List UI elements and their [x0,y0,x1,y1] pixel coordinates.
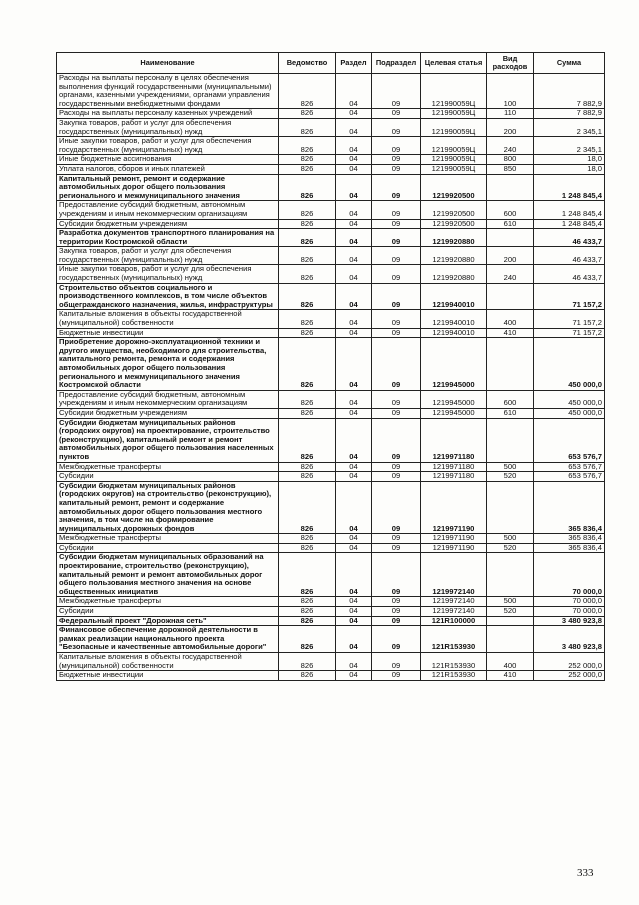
cell-section: 04 [336,283,372,310]
cell-name: Субсидии бюджетам муниципальных районов (городских округов) на проектирование, строительство (реконструкцию), капитальный ремонт и ремонт автомобильных дорог общего пользования населенных пунктов [57,418,279,462]
cell-name: Субсидии бюджетам муниципальных районов (городских округов) на строительство (реконструкцию), капитальный ремонт, ремонт и содержание автомобильных дорог общего пользования местного значения, в том числе на формирование муниципальных дорожных фондов [57,481,279,534]
cell-department: 826 [279,653,336,671]
cell-target-item: 121990059Ц [421,74,487,109]
cell-target-item: 121R153930 [421,671,487,681]
cell-subsection: 09 [372,462,421,472]
cell-department: 826 [279,408,336,418]
header-department: Ведомство [279,53,336,74]
cell-section: 04 [336,607,372,617]
cell-section: 04 [336,418,372,462]
cell-amount: 365 836,4 [534,543,605,553]
cell-department: 826 [279,553,336,597]
cell-expense-type: 110 [487,109,534,119]
header-expense-type: Вид расходов [487,53,534,74]
cell-section: 04 [336,164,372,174]
cell-name: Субсидии [57,543,279,553]
cell-name: Иные бюджетные ассигнования [57,155,279,165]
cell-expense-type: 400 [487,310,534,328]
table-row [57,137,605,155]
cell-amount: 2 345,1 [534,118,605,136]
cell-subsection: 09 [372,310,421,328]
cell-expense-type: 610 [487,408,534,418]
cell-expense-type: 520 [487,607,534,617]
cell-expense-type: 520 [487,543,534,553]
cell-expense-type: 100 [487,74,534,109]
cell-target-item: 1219972140 [421,553,487,597]
cell-amount: 450 000,0 [534,390,605,408]
table-row [57,607,605,617]
cell-amount: 653 576,7 [534,462,605,472]
cell-expense-type [487,553,534,597]
cell-department: 826 [279,219,336,229]
cell-department: 826 [279,310,336,328]
cell-name: Предоставление субсидий бюджетным, автономным учреждениям и иным некоммерческим организациям [57,390,279,408]
cell-amount: 450 000,0 [534,408,605,418]
cell-section: 04 [336,155,372,165]
cell-subsection: 09 [372,338,421,391]
cell-expense-type: 410 [487,328,534,338]
cell-section: 04 [336,390,372,408]
cell-target-item: 121R153930 [421,653,487,671]
cell-amount: 3 480 923,8 [534,626,605,653]
cell-name: Капитальные вложения в объекты государственной (муниципальной) собственности [57,310,279,328]
table-row [57,390,605,408]
cell-expense-type [487,481,534,534]
cell-amount: 365 836,4 [534,481,605,534]
cell-expense-type: 240 [487,137,534,155]
cell-name: Иные закупки товаров, работ и услуг для обеспечения государственных (муниципальных) нужд [57,137,279,155]
cell-section: 04 [336,338,372,391]
cell-subsection: 09 [372,534,421,544]
cell-amount: 70 000,0 [534,553,605,597]
cell-department: 826 [279,265,336,283]
cell-target-item: 1219972140 [421,597,487,607]
header-section: Раздел [336,53,372,74]
table-row [57,653,605,671]
cell-expense-type [487,283,534,310]
cell-target-item: 1219945000 [421,408,487,418]
cell-amount: 365 836,4 [534,534,605,544]
cell-section: 04 [336,118,372,136]
cell-name: Федеральный проект "Дорожная сеть" [57,616,279,626]
cell-expense-type [487,338,534,391]
cell-expense-type: 520 [487,472,534,482]
cell-name: Иные закупки товаров, работ и услуг для обеспечения государственных (муниципальных) нужд [57,265,279,283]
cell-target-item: 121R153930 [421,626,487,653]
header-subsection: Подраздел [372,53,421,74]
header-name: Наименование [57,53,279,74]
cell-subsection: 09 [372,390,421,408]
cell-name: Уплата налогов, сборов и иных платежей [57,164,279,174]
cell-target-item: 1219971180 [421,462,487,472]
cell-expense-type: 240 [487,265,534,283]
cell-name: Бюджетные инвестиции [57,328,279,338]
cell-subsection: 09 [372,118,421,136]
cell-amount: 7 882,9 [534,74,605,109]
cell-amount: 18,0 [534,155,605,165]
cell-subsection: 09 [372,653,421,671]
cell-department: 826 [279,328,336,338]
cell-subsection: 09 [372,553,421,597]
cell-subsection: 09 [372,74,421,109]
cell-section: 04 [336,137,372,155]
table-row [57,310,605,328]
cell-section: 04 [336,229,372,247]
cell-section: 04 [336,328,372,338]
cell-department: 826 [279,597,336,607]
cell-department: 826 [279,472,336,482]
cell-expense-type [487,626,534,653]
cell-department: 826 [279,481,336,534]
cell-subsection: 09 [372,219,421,229]
cell-expense-type [487,229,534,247]
cell-department: 826 [279,283,336,310]
cell-target-item: 1219940010 [421,310,487,328]
cell-amount: 46 433,7 [534,229,605,247]
cell-department: 826 [279,462,336,472]
cell-subsection: 09 [372,229,421,247]
cell-amount: 1 248 845,4 [534,219,605,229]
cell-target-item: 1219920880 [421,247,487,265]
budget-table [56,52,605,681]
cell-target-item: 1219972140 [421,607,487,617]
cell-target-item: 1219920500 [421,201,487,219]
cell-department: 826 [279,164,336,174]
cell-subsection: 09 [372,137,421,155]
cell-amount: 70 000,0 [534,607,605,617]
cell-section: 04 [336,310,372,328]
cell-section: 04 [336,247,372,265]
table-row [57,534,605,544]
cell-target-item: 121990059Ц [421,155,487,165]
cell-department: 826 [279,390,336,408]
cell-subsection: 09 [372,597,421,607]
cell-department: 826 [279,626,336,653]
cell-subsection: 09 [372,481,421,534]
cell-expense-type: 200 [487,247,534,265]
cell-name: Субсидии бюджетам муниципальных образований на проектирование, строительство (реконструкцию), капитальный ремонт и ремонт автомобильных дорог общего пользования местного значения на основе общественных инициатив [57,553,279,597]
cell-name: Субсидии бюджетным учреждениям [57,219,279,229]
cell-department: 826 [279,74,336,109]
cell-target-item: 1219920880 [421,265,487,283]
cell-subsection: 09 [372,671,421,681]
cell-section: 04 [336,408,372,418]
cell-department: 826 [279,201,336,219]
cell-section: 04 [336,219,372,229]
table-row [57,174,605,201]
cell-department: 826 [279,607,336,617]
table-row [57,164,605,174]
cell-target-item: 1219920500 [421,174,487,201]
cell-amount: 252 000,0 [534,671,605,681]
cell-amount: 71 157,2 [534,283,605,310]
table-header-row [57,53,605,74]
cell-section: 04 [336,481,372,534]
cell-section: 04 [336,472,372,482]
cell-expense-type: 500 [487,462,534,472]
cell-expense-type: 610 [487,219,534,229]
cell-target-item: 1219971190 [421,534,487,544]
cell-target-item: 121990059Ц [421,137,487,155]
table-row [57,201,605,219]
table-row [57,155,605,165]
cell-subsection: 09 [372,328,421,338]
cell-name: Межбюджетные трансферты [57,462,279,472]
cell-section: 04 [336,653,372,671]
cell-amount: 70 000,0 [534,597,605,607]
table-row [57,408,605,418]
cell-amount: 450 000,0 [534,338,605,391]
cell-amount: 71 157,2 [534,328,605,338]
cell-subsection: 09 [372,201,421,219]
cell-target-item: 121990059Ц [421,164,487,174]
cell-section: 04 [336,201,372,219]
table-row [57,118,605,136]
table-row [57,553,605,597]
cell-expense-type [487,174,534,201]
cell-subsection: 09 [372,418,421,462]
cell-name: Закупка товаров, работ и услуг для обеспечения государственных (муниципальных) нужд [57,247,279,265]
table-row [57,462,605,472]
cell-target-item: 1219940010 [421,283,487,310]
cell-department: 826 [279,174,336,201]
cell-target-item: 1219920500 [421,219,487,229]
cell-amount: 653 576,7 [534,472,605,482]
cell-name: Расходы на выплаты персоналу казенных учреждений [57,109,279,119]
cell-amount: 18,0 [534,164,605,174]
cell-amount: 7 882,9 [534,109,605,119]
table-row [57,418,605,462]
cell-subsection: 09 [372,543,421,553]
cell-name: Межбюджетные трансферты [57,534,279,544]
cell-target-item: 121990059Ц [421,109,487,119]
page-number: 333 [577,867,594,879]
cell-section: 04 [336,265,372,283]
table-row [57,671,605,681]
cell-department: 826 [279,338,336,391]
table-row [57,247,605,265]
cell-subsection: 09 [372,109,421,119]
table-row [57,265,605,283]
cell-expense-type: 600 [487,201,534,219]
cell-name: Предоставление субсидий бюджетным, автономным учреждениям и иным некоммерческим организациям [57,201,279,219]
cell-target-item: 121990059Ц [421,118,487,136]
cell-name: Субсидии [57,472,279,482]
cell-target-item: 1219971190 [421,481,487,534]
cell-expense-type: 600 [487,390,534,408]
cell-subsection: 09 [372,164,421,174]
cell-amount: 71 157,2 [534,310,605,328]
cell-target-item: 1219945000 [421,338,487,391]
cell-amount: 252 000,0 [534,653,605,671]
cell-target-item: 1219945000 [421,390,487,408]
cell-department: 826 [279,229,336,247]
cell-section: 04 [336,109,372,119]
table-row [57,626,605,653]
cell-name: Финансовое обеспечение дорожной деятельности в рамках реализации национального проекта "Безопасные и качественные автомобильные дороги" [57,626,279,653]
table-body [57,74,605,681]
cell-target-item: 1219920880 [421,229,487,247]
cell-expense-type: 200 [487,118,534,136]
cell-subsection: 09 [372,283,421,310]
cell-department: 826 [279,543,336,553]
cell-expense-type: 850 [487,164,534,174]
cell-department: 826 [279,109,336,119]
cell-expense-type: 500 [487,597,534,607]
cell-section: 04 [336,616,372,626]
cell-department: 826 [279,247,336,265]
cell-subsection: 09 [372,472,421,482]
table-row [57,229,605,247]
cell-name: Межбюджетные трансферты [57,597,279,607]
cell-section: 04 [336,534,372,544]
cell-department: 826 [279,155,336,165]
header-target-item: Целевая статья [421,53,487,74]
cell-target-item: 121R100000 [421,616,487,626]
cell-amount: 1 248 845,4 [534,201,605,219]
cell-amount: 2 345,1 [534,137,605,155]
cell-department: 826 [279,671,336,681]
cell-expense-type: 400 [487,653,534,671]
cell-section: 04 [336,462,372,472]
cell-name: Бюджетные инвестиции [57,671,279,681]
cell-name: Приобретение дорожно-эксплуатационной техники и другого имущества, необходимого для строительства, капитального ремонта, ремонта и содержания автомобильных дорог общего пользования регионального и межмуниципального значения Костромской области [57,338,279,391]
cell-amount: 46 433,7 [534,247,605,265]
cell-name: Строительство объектов социального и производственного комплексов, в том числе объектов общегражданского назначения, жилья, инфраструктуры [57,283,279,310]
cell-name: Расходы на выплаты персоналу в целях обеспечения выполнения функций государственными (муниципальными) органами, казенными учреждениями, органами управления государственными внебюджетными фондами [57,74,279,109]
cell-expense-type: 500 [487,534,534,544]
cell-subsection: 09 [372,626,421,653]
cell-subsection: 09 [372,616,421,626]
table-row [57,283,605,310]
table-row [57,472,605,482]
table-row [57,481,605,534]
table-row [57,74,605,109]
cell-expense-type: 800 [487,155,534,165]
cell-amount: 653 576,7 [534,418,605,462]
cell-name: Капитальные вложения в объекты государственной (муниципальной) собственности [57,653,279,671]
header-amount: Сумма [534,53,605,74]
cell-amount: 3 480 923,8 [534,616,605,626]
cell-section: 04 [336,543,372,553]
cell-name: Капитальный ремонт, ремонт и содержание автомобильных дорог общего пользования регионального и межмуниципального значения [57,174,279,201]
cell-target-item: 1219940010 [421,328,487,338]
table-row [57,597,605,607]
cell-subsection: 09 [372,607,421,617]
cell-subsection: 09 [372,408,421,418]
cell-section: 04 [336,597,372,607]
cell-name: Разработка документов транспортного планирования на территории Костромской области [57,229,279,247]
table-row [57,338,605,391]
cell-section: 04 [336,626,372,653]
cell-amount: 1 248 845,4 [534,174,605,201]
cell-expense-type [487,418,534,462]
cell-expense-type [487,616,534,626]
cell-department: 826 [279,616,336,626]
cell-department: 826 [279,534,336,544]
cell-section: 04 [336,74,372,109]
cell-department: 826 [279,137,336,155]
cell-name: Субсидии [57,607,279,617]
cell-target-item: 1219971180 [421,472,487,482]
cell-subsection: 09 [372,174,421,201]
cell-section: 04 [336,174,372,201]
cell-section: 04 [336,553,372,597]
cell-section: 04 [336,671,372,681]
cell-department: 826 [279,118,336,136]
cell-amount: 46 433,7 [534,265,605,283]
cell-subsection: 09 [372,265,421,283]
cell-target-item: 1219971190 [421,543,487,553]
cell-department: 826 [279,418,336,462]
cell-name: Субсидии бюджетным учреждениям [57,408,279,418]
cell-target-item: 1219971180 [421,418,487,462]
cell-name: Закупка товаров, работ и услуг для обеспечения государственных (муниципальных) нужд [57,118,279,136]
cell-subsection: 09 [372,247,421,265]
cell-expense-type: 410 [487,671,534,681]
cell-subsection: 09 [372,155,421,165]
